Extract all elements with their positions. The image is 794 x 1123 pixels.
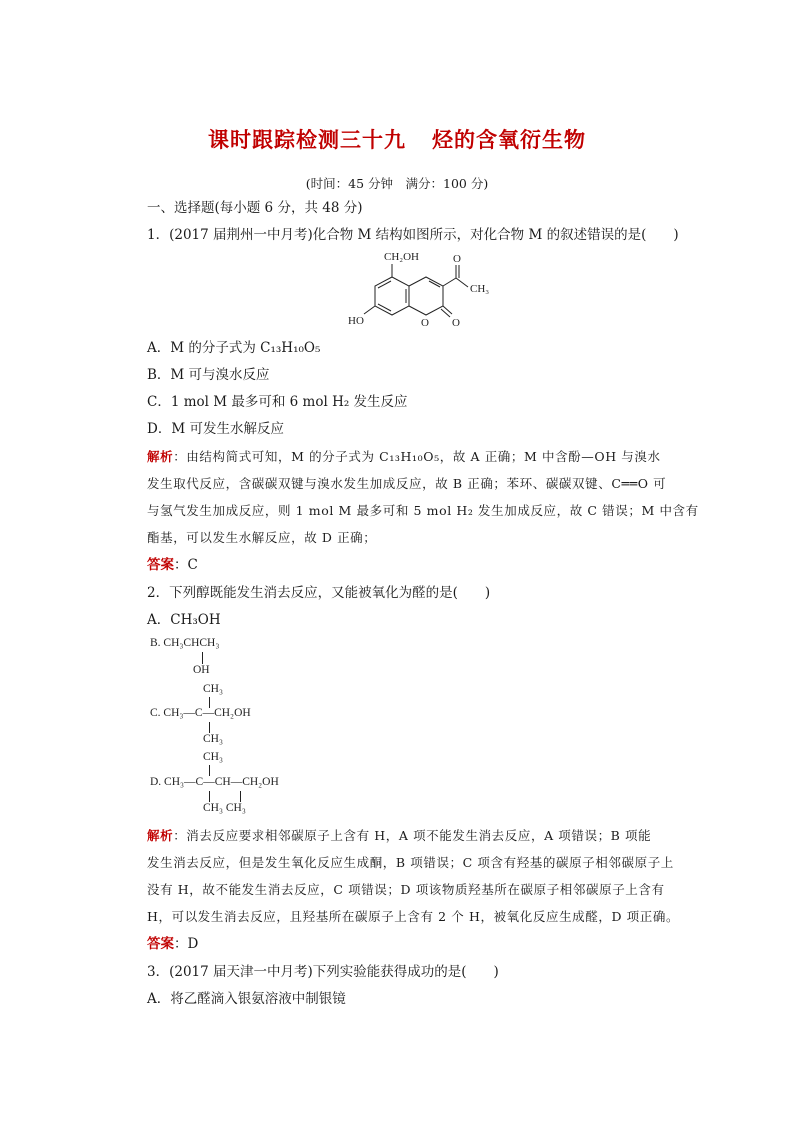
bond-line [202,652,203,664]
answer-label: 答案 [147,557,174,573]
explanation-label: 解析 [147,449,174,464]
bond-line [240,791,241,802]
section-heading: 一、选择题(每小题 6 分，共 48 分) [147,200,363,216]
answer-label: 答案 [147,936,174,952]
q1-stem: 1．(2017 届荆州一中月考)化合物 M 结构如图所示，对化合物 M 的叙述错误的是( ) [147,227,679,243]
title-right: 烃的含氧衍生物 [432,128,586,152]
q2-answer: 答案：D [147,936,199,952]
bond-line [209,765,210,776]
q1-option-d: D．M 可发生水解反应 [147,421,284,437]
label-carbonyl-o: O [452,317,460,329]
label-acetyl-o: O [453,253,461,265]
label-ch3: CH₃ [470,283,490,295]
page-title [0,124,794,154]
q1-structure-diagram [340,248,490,334]
q3-option-a: A．将乙醛滴入银氨溶液中制银镜 [147,991,346,1007]
subtitle: (时间：45 分钟 满分：100 分) [305,176,489,191]
q2-explanation-line-3: 没有 H，故不能发生消去反应，C 项错误；D 项该物质羟基所在碳原子相邻碳原子上含有 [147,882,665,897]
q2-option-b-formula: B. CH₃CHCH₃ [150,637,220,649]
title-left: 课时跟踪检测三十九 [208,128,406,152]
bond-line [209,791,210,802]
q2-option-c-formula: C. CH₃—C—CH₂OH [150,707,251,719]
q1-option-c: C．1 mol M 最多可和 6 mol H₂ 发生反应 [147,394,408,410]
q1-option-a: A．M 的分子式为 C₁₃H₁₀O₅ [147,340,321,356]
q3-stem: 3．(2017 届天津一中月考)下列实验能获得成功的是( ) [147,964,499,980]
q1-explanation-line-1: 解析：由结构简式可知，M 的分子式为 C₁₃H₁₀O₅，故 A 正确；M 中含酚—OH 与溴水 [147,449,661,464]
q1-answer: 答案：C [147,557,198,573]
q2-option-d-top: CH₃ [203,751,223,763]
q2-option-c-top: CH₃ [203,683,223,695]
q2-explanation-line-2: 发生消去反应，但是发生氧化反应生成酮，B 项错误；C 项含有羟基的碳原子相邻碳原子上 [147,855,674,870]
label-ho: HO [348,315,364,327]
q1-explanation-line-3: 与氢气发生加成反应，则 1 mol M 最多可和 5 mol H₂ 发生加成反应，故 C 错误；M 中含有 [147,503,699,518]
q2-option-c-bottom: CH₃ [203,733,223,745]
q1-explanation-line-4: 酯基，可以发生水解反应，故 D 正确； [147,530,377,545]
q2-option-a: A．CH₃OH [147,612,221,628]
q1-option-b: B．M 可与溴水反应 [147,367,270,383]
label-ring-o: O [421,317,429,329]
explanation-label: 解析 [147,828,174,843]
q2-option-d-bottom: CH₃ CH₃ [203,802,246,814]
q2-stem: 2．下列醇既能发生消去反应，又能被氧化为醛的是( ) [147,585,491,601]
label-ch2oh: CH₂OH [384,251,420,263]
q2-explanation-line-4: H，可以发生消去反应，且羟基所在碳原子上含有 2 个 H，被氧化反应生成醛，D 项正确。 [147,909,680,924]
bond-line [209,722,210,733]
q2-option-b-oh: OH [193,664,210,676]
q1-explanation-line-2: 发生取代反应，含碳碳双键与溴水发生加成反应，故 B 正确；苯环、碳碳双键、C══O 可 [147,476,667,491]
q2-explanation-line-1: 解析：消去反应要求相邻碳原子上含有 H，A 项不能发生消去反应，A 项错误；B 项能 [147,828,652,843]
q2-option-d-formula: D. CH₃—C—CH—CH₂OH [150,776,279,788]
